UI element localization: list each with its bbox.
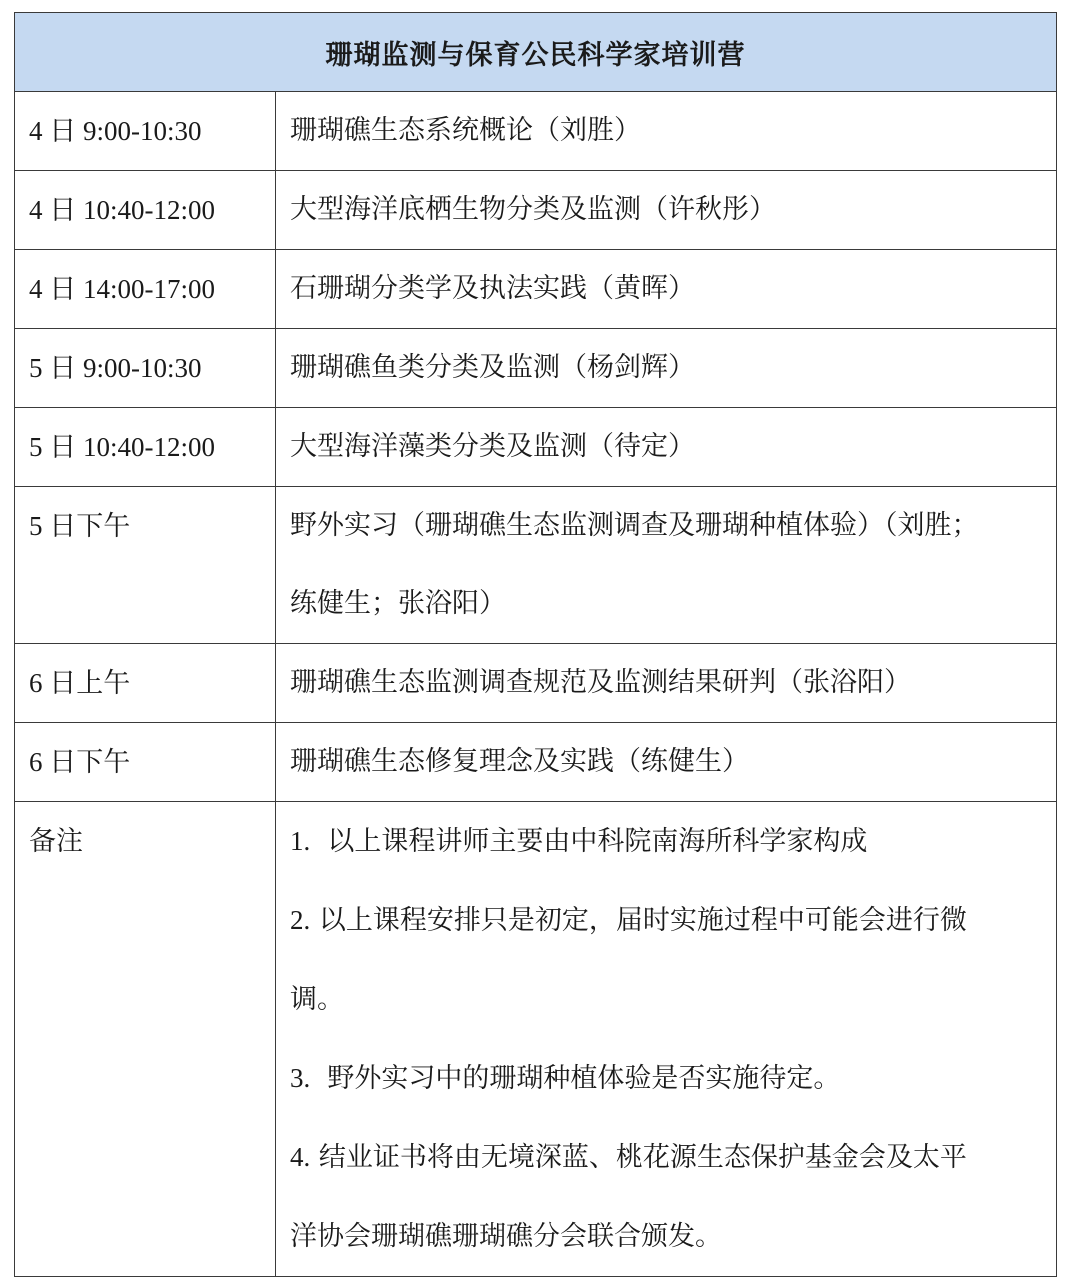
time-cell: 5 日下午	[15, 487, 276, 644]
title-row	[15, 13, 1057, 92]
table-row	[15, 723, 1057, 802]
note-item-3: 3. 野外实习中的珊瑚种植体验是否实施待定。	[290, 1063, 841, 1094]
note-item-1: 1. 以上课程讲师主要由中科院南海所科学家构成	[290, 826, 868, 857]
course-cell: 珊瑚礁鱼类分类及监测（杨剑辉）	[276, 329, 1057, 408]
table-title: 珊瑚监测与保育公民科学家培训营	[15, 13, 1057, 92]
course-cell: 大型海洋底栖生物分类及监测（许秋彤）	[276, 171, 1057, 250]
time-cell: 4 日 9:00-10:30	[15, 92, 276, 171]
time-cell: 5 日 9:00-10:30	[15, 329, 276, 408]
course-cell: 石珊瑚分类学及执法实践（黄晖）	[276, 250, 1057, 329]
course-cell: 珊瑚礁生态系统概论（刘胜）	[276, 92, 1057, 171]
table-row	[15, 408, 1057, 487]
time-cell: 4 日 14:00-17:00	[15, 250, 276, 329]
table-row	[15, 92, 1057, 171]
time-cell: 6 日下午	[15, 723, 276, 802]
notes-label-cell: 备注	[15, 802, 276, 1277]
note-item-4: 4. 结业证书将由无境深蓝、桃花源生态保护基金会及太平	[290, 1142, 967, 1173]
notes-cell	[276, 802, 1057, 1277]
time-cell: 4 日 10:40-12:00	[15, 171, 276, 250]
course-cell: 大型海洋藻类分类及监测（待定）	[276, 408, 1057, 487]
table-row	[15, 329, 1057, 408]
time-cell: 6 日上午	[15, 644, 276, 723]
time-cell: 5 日 10:40-12:00	[15, 408, 276, 487]
table-row	[15, 250, 1057, 329]
table-row	[15, 644, 1057, 723]
note-item-2-cont: 调。	[290, 984, 344, 1015]
course-cell: 珊瑚礁生态修复理念及实践（练健生）	[276, 723, 1057, 802]
course-cell: 珊瑚礁生态监测调查规范及监测结果研判（张浴阳）	[276, 644, 1057, 723]
note-item-2: 2. 以上课程安排只是初定，届时实施过程中可能会进行微	[290, 905, 967, 936]
table-row-notes	[15, 802, 1057, 1277]
table-row-field-practice	[15, 487, 1057, 644]
table-row	[15, 171, 1057, 250]
schedule-table	[14, 12, 1057, 1277]
note-item-4-cont: 洋协会珊瑚礁珊瑚礁分会联合颁发。	[290, 1221, 722, 1252]
course-cell: 野外实习（珊瑚礁生态监测调查及珊瑚种植体验）（刘胜； 练健生；张浴阳）	[276, 487, 1057, 644]
